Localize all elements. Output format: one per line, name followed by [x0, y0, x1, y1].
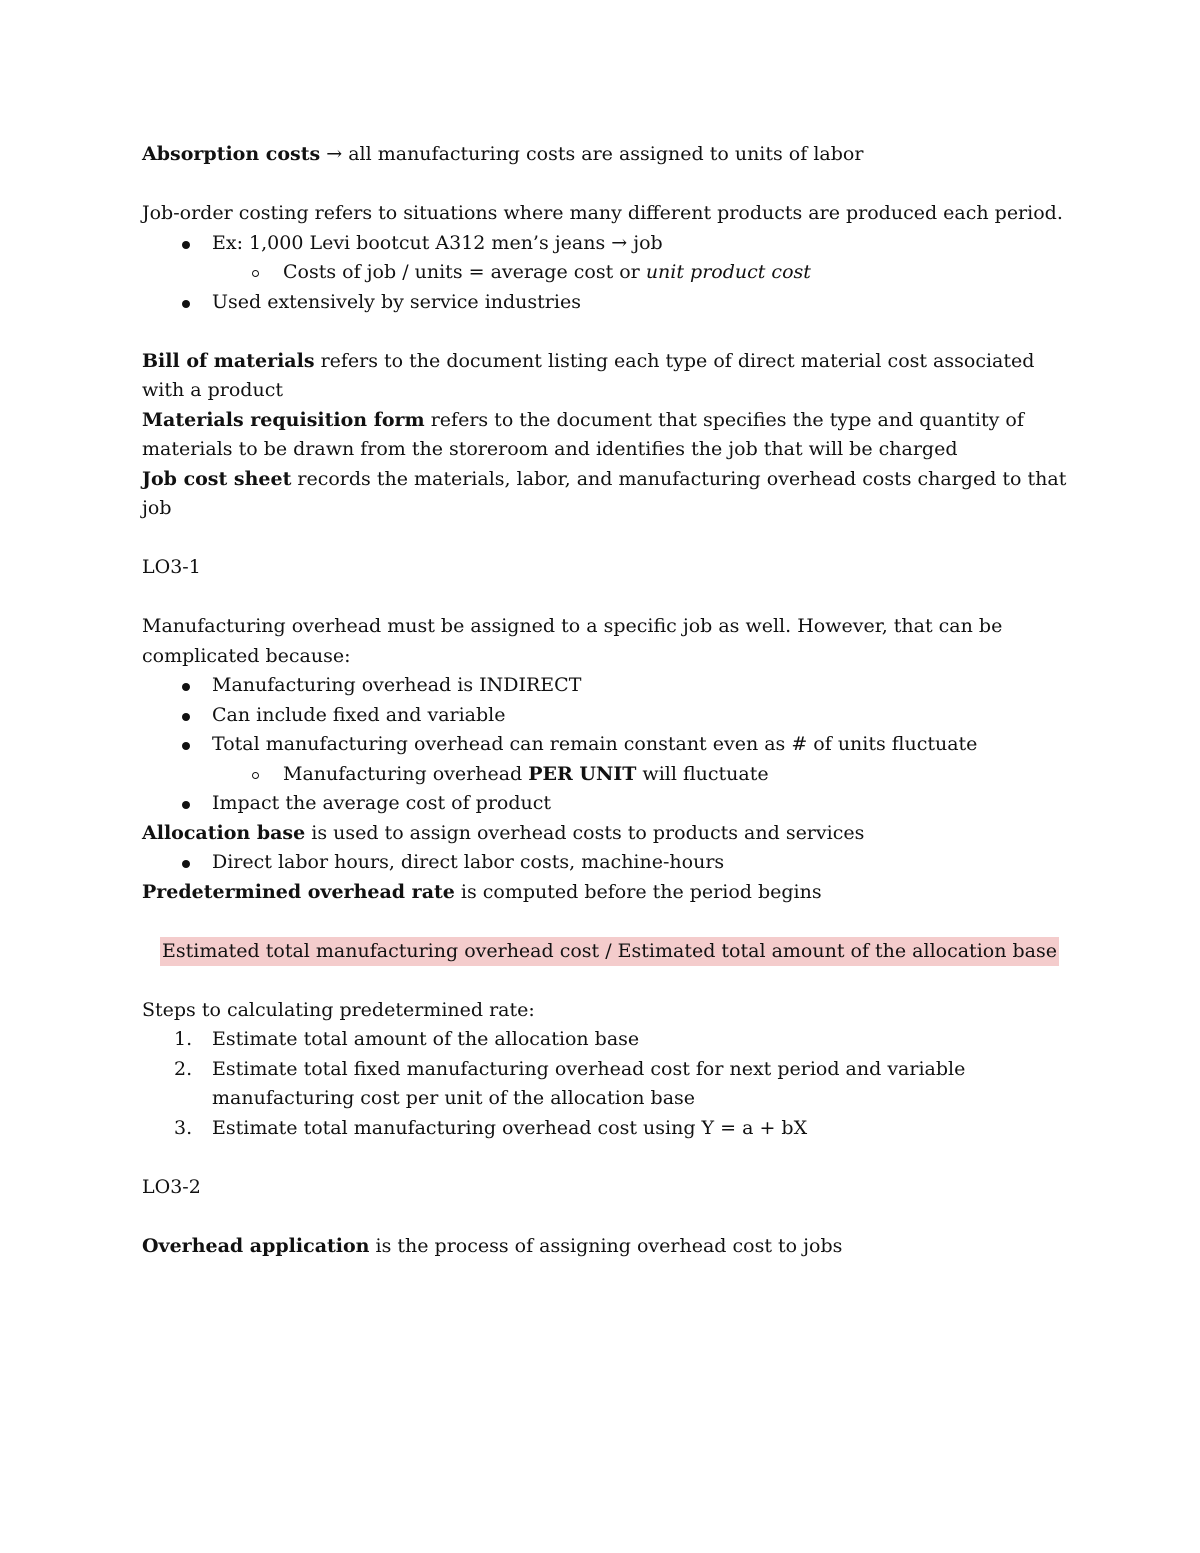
overhead-list [142, 671, 1072, 819]
list-item: 3. Estimate total manufacturing overhead cost using Y = a + bX [174, 1116, 808, 1139]
bullet-icon [182, 300, 190, 308]
predetermined-rate-definition: Predetermined overhead rate is computed before the period begins [142, 880, 822, 903]
list-item: Ex: 1,000 Levi bootcut A312 men’s jeans → job [142, 229, 1072, 259]
allocation-list [142, 848, 1072, 878]
steps-title: Steps to calculating predetermined rate: [142, 998, 535, 1021]
bullet-icon [182, 713, 190, 721]
sub-list-item: Manufacturing overhead PER UNIT will fluctuate [142, 760, 1072, 790]
allocation-base-definition: Allocation base is used to assign overhead costs to products and services [142, 821, 865, 844]
list-item: Can include fixed and variable [142, 701, 1072, 731]
section-label-lo3-2: LO3-2 [142, 1175, 201, 1198]
hollow-bullet-icon [252, 772, 259, 779]
absorption-definition: all manufacturing costs are assigned to units of labor [348, 143, 864, 165]
job-order-list [142, 229, 1072, 318]
sub-list-item: Costs of job / units = average cost or unit product cost [142, 258, 1072, 288]
list-item: Total manufacturing overhead can remain constant even as # of units fluctuate [142, 730, 1072, 760]
list-item: Direct labor hours, direct labor costs, machine-hours [142, 848, 1072, 878]
overhead-application-definition: Overhead application is the process of assigning overhead cost to jobs [142, 1234, 843, 1257]
arrow: → [320, 143, 349, 165]
overhead-intro: Manufacturing overhead must be assigned to a specific job as well. However, that can be complicated because: [142, 615, 1003, 667]
absorption-paragraph [142, 140, 1072, 170]
definition-materials-requisition: Materials requisition form refers to the document that specifies the type and quantity of materials to be drawn from the storeroom and identifies the job that will be charged [142, 408, 1024, 460]
job-order-paragraph: Job-order costing refers to situations where many different products are produced each period. [142, 202, 1063, 224]
hollow-bullet-icon [252, 270, 259, 277]
document-page [142, 140, 1072, 1261]
bullet-icon [182, 683, 190, 691]
list-item: Manufacturing overhead is INDIRECT [142, 671, 1072, 701]
formula-line [142, 937, 1072, 967]
bullet-icon [182, 241, 190, 249]
absorption-term: Absorption costs [142, 143, 321, 165]
highlighted-formula: Estimated total manufacturing overhead cost / Estimated total amount of the allocation base [160, 937, 1059, 967]
list-item: Used extensively by service industries [142, 288, 1072, 318]
bullet-icon [182, 742, 190, 750]
definition-job-cost-sheet: Job cost sheet records the materials, labor, and manufacturing overhead costs charged to that job [142, 467, 1067, 519]
section-label-lo3-1: LO3-1 [142, 556, 201, 578]
steps-list [142, 1025, 1072, 1143]
list-item: 2. Estimate total fixed manufacturing overhead cost for next period and variable manufacturing cost per unit of the allocation base [174, 1057, 966, 1109]
list-item: 1. Estimate total amount of the allocation base [174, 1028, 640, 1050]
bullet-icon [182, 860, 190, 868]
definition-bill-of-materials: Bill of materials refers to the document listing each type of direct material cost associated with a product [142, 349, 1035, 401]
list-item: Impact the average cost of product [142, 789, 1072, 819]
bullet-icon [182, 801, 190, 809]
